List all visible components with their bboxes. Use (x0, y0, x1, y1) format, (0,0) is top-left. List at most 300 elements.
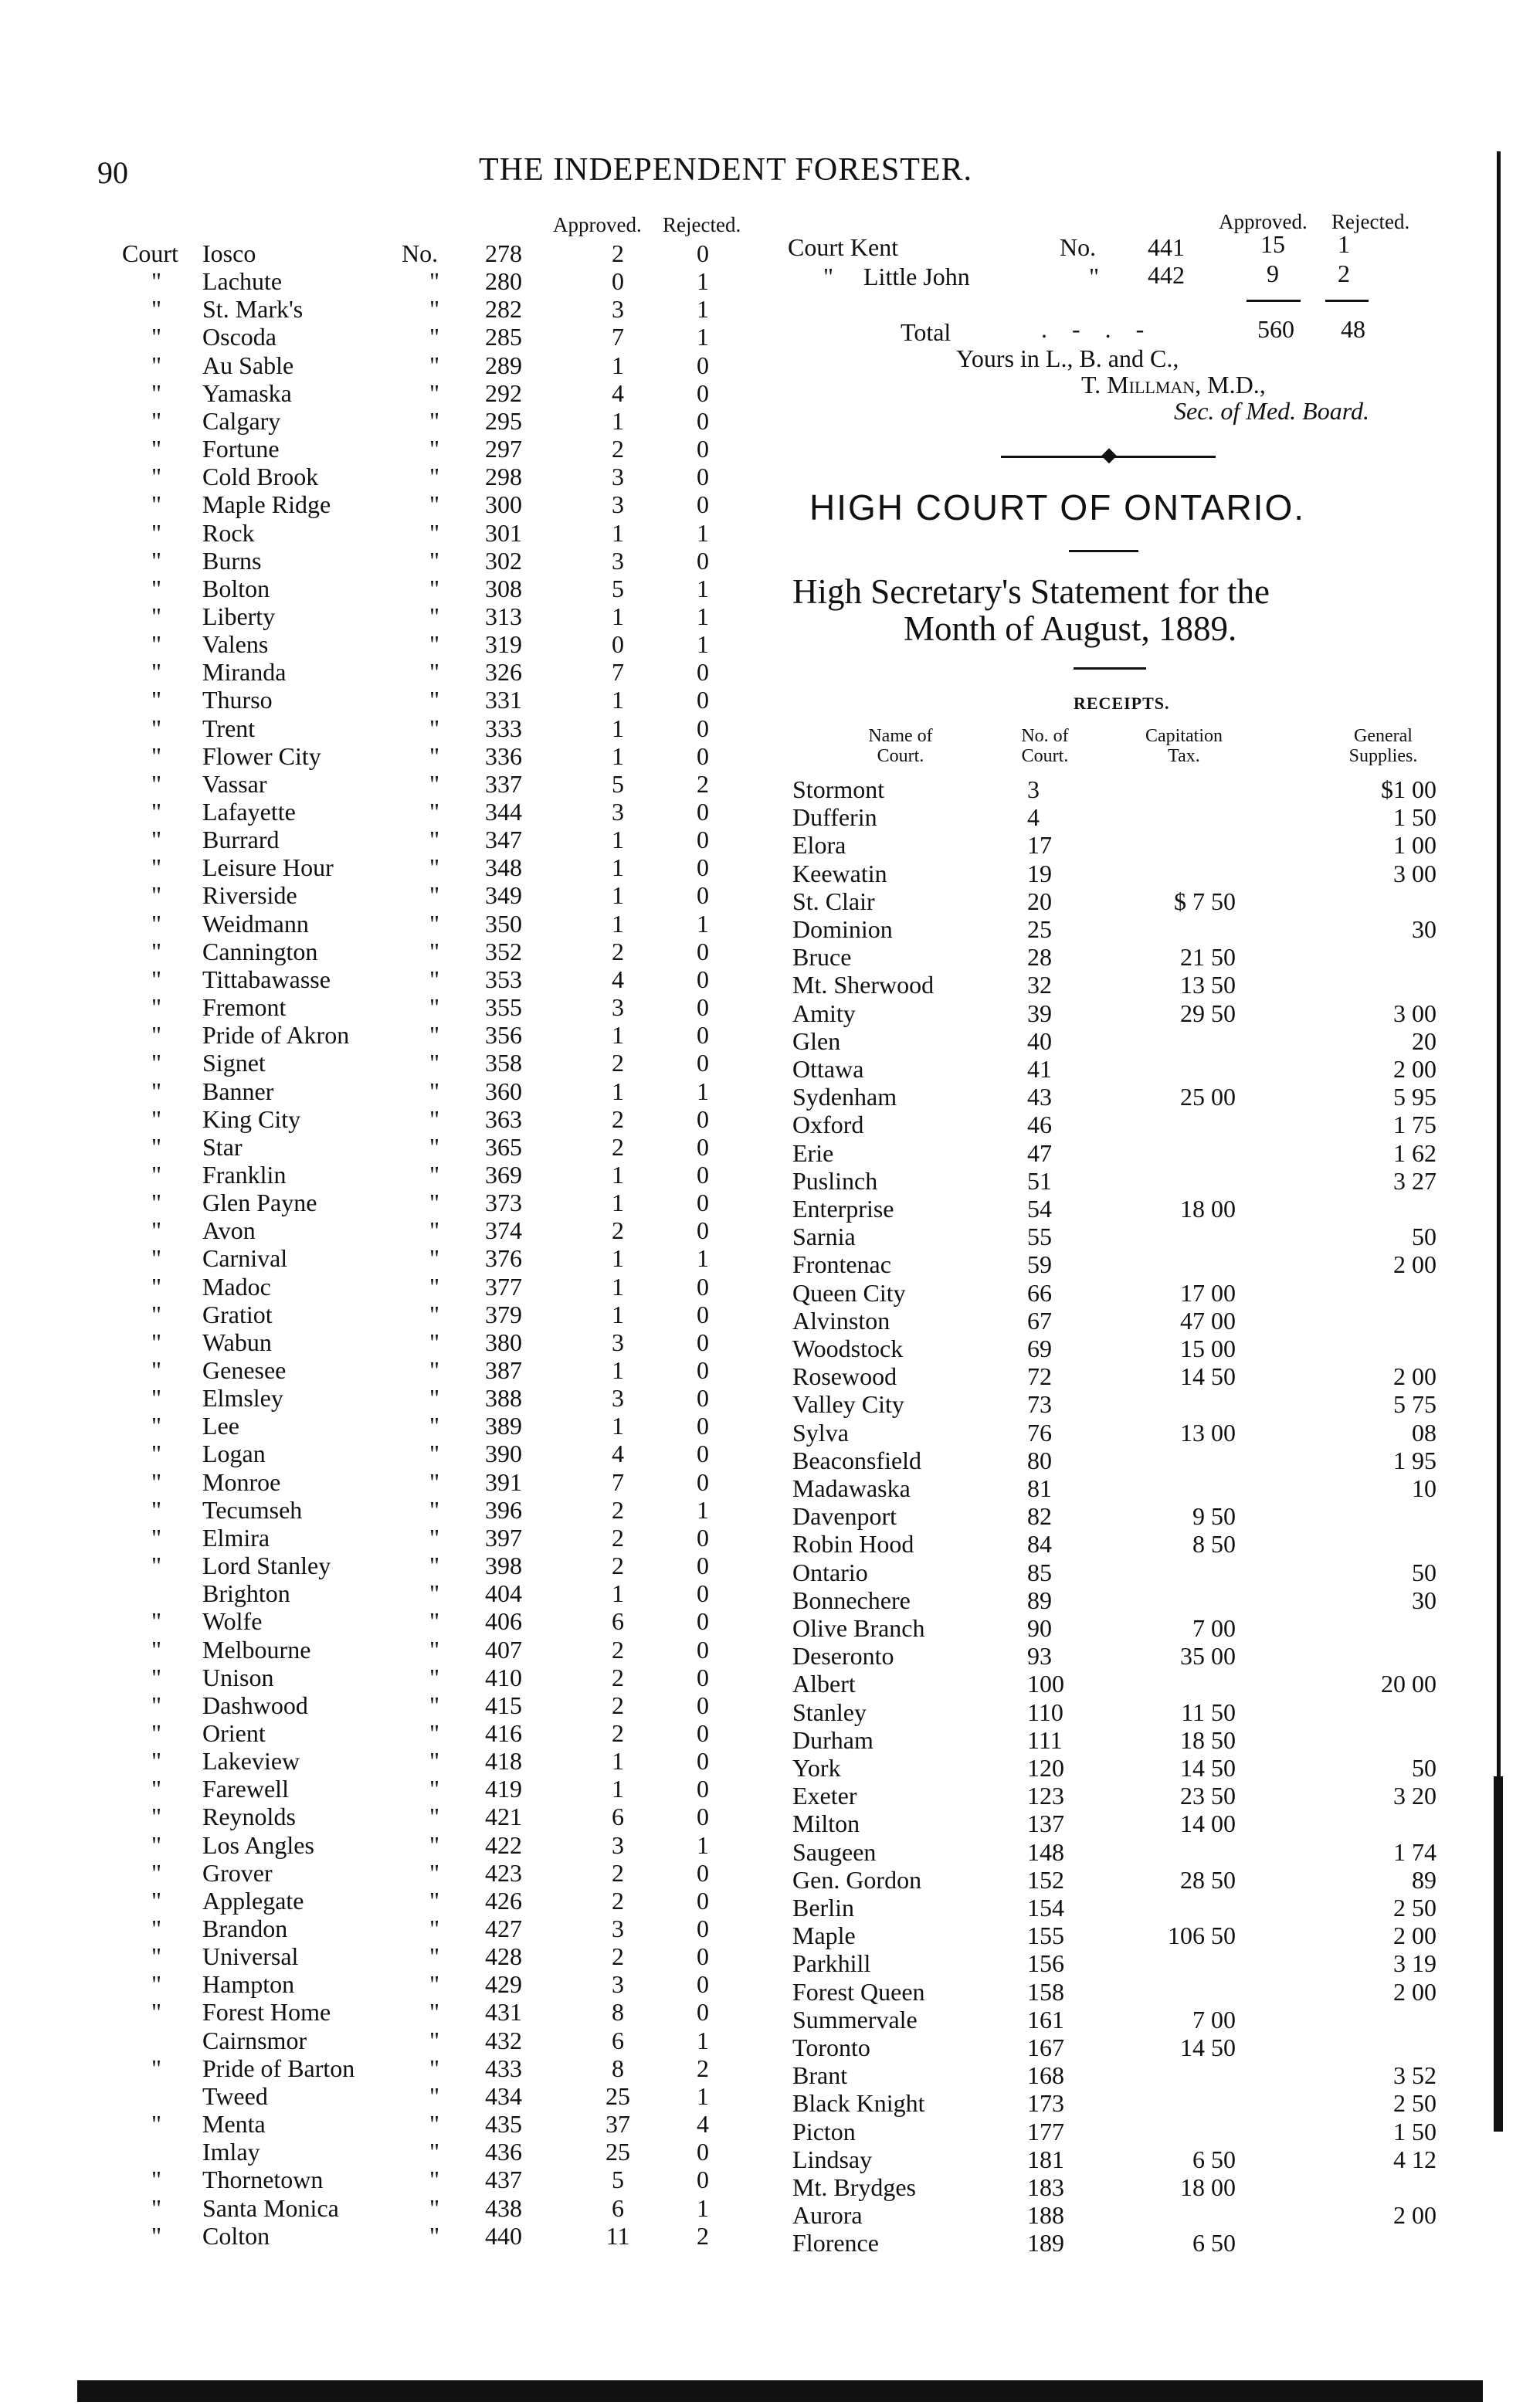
ditto-mark: " (429, 658, 440, 686)
receipt-court-name: Durham (792, 1726, 873, 1754)
receipt-court-number: 82 (1027, 1502, 1052, 1530)
court-name: Yamaska (202, 379, 292, 407)
receipt-court-name: Robin Hood (792, 1530, 914, 1558)
rejected-count: 0 (697, 1049, 709, 1077)
court-number: 292 (485, 379, 522, 407)
court-number: 369 (485, 1161, 522, 1189)
general-supplies-value: 89 (1412, 1866, 1437, 1894)
ditto-mark: " (429, 1998, 440, 2026)
ditto-mark: " (151, 2110, 162, 2138)
ditto-mark: " (429, 1468, 440, 1496)
ditto-mark: " (151, 1691, 162, 1719)
divider-ornament: ◆ (1101, 443, 1117, 466)
rejected-count: 0 (697, 1691, 709, 1719)
ditto-mark: " (429, 2138, 440, 2166)
receipts-row (0, 2006, 1467, 2034)
ditto-mark: " (151, 1216, 162, 1244)
receipts-row (0, 831, 1467, 859)
court-name: Monroe (202, 1468, 281, 1496)
court-number: 421 (485, 1803, 522, 1830)
receipt-court-number: 46 (1027, 1111, 1052, 1138)
ditto-mark: " (429, 463, 440, 490)
receipt-court-number: 100 (1027, 1670, 1064, 1698)
court-name: Farewell (202, 1775, 289, 1803)
approved-count: 2 (612, 239, 624, 267)
receipt-court-name: Berlin (792, 1894, 854, 1922)
rejected-count: 0 (697, 938, 709, 965)
court-number: 319 (485, 630, 522, 658)
court-name: Leisure Hour (202, 853, 334, 881)
general-supplies-value: 1 62 (1393, 1139, 1437, 1167)
court-name: Liberty (202, 602, 276, 630)
capitation-tax-value: 25 00 (1180, 1083, 1236, 1111)
general-supplies-value: 2 00 (1393, 1250, 1437, 1278)
receipt-court-number: 51 (1027, 1167, 1052, 1195)
approved-count: 5 (612, 770, 624, 798)
ditto-mark: " (429, 1719, 440, 1747)
receipt-court-number: 54 (1027, 1195, 1052, 1223)
ditto-mark: " (429, 1607, 440, 1635)
ditto-mark: " (429, 993, 440, 1021)
receipts-row (0, 1279, 1467, 1307)
rejected-count: 0 (697, 714, 709, 742)
general-supplies-value: 1 50 (1393, 803, 1437, 831)
rejected-count: 2 (697, 770, 709, 798)
receipt-court-name: Black Knight (792, 2089, 925, 2117)
rejected-count: 0 (697, 853, 709, 881)
receipt-court-number: 19 (1027, 860, 1052, 887)
court-number: 331 (485, 686, 522, 714)
table-row (0, 351, 772, 379)
ditto-mark: " (151, 965, 162, 993)
ditto-mark: " (429, 1244, 440, 1272)
rejected-count: 0 (697, 1636, 709, 1664)
court-name: Lakeview (202, 1747, 300, 1775)
general-supplies-value: 3 52 (1393, 2061, 1437, 2089)
receipt-court-name: Milton (792, 1810, 860, 1837)
capitation-tax-value: 14 00 (1180, 1810, 1236, 1837)
rejected-count: 0 (697, 826, 709, 853)
ditto-mark: " (429, 1133, 440, 1161)
approved-count: 1 (612, 1579, 624, 1607)
rejected-count: 0 (697, 1775, 709, 1803)
ditto-mark: " (151, 1189, 162, 1216)
court-number: 388 (485, 1384, 522, 1412)
receipt-court-name: Maple (792, 1922, 856, 1949)
left-col-rejected-header: Rejected. (663, 213, 741, 236)
receipt-court-name: Madawaska (792, 1474, 911, 1502)
approved-count: 0 (612, 267, 624, 295)
receipts-row (0, 1810, 1467, 1837)
col-capitation-tax: Capitation Tax. (1145, 726, 1223, 766)
receipt-court-name: Rosewood (792, 1362, 897, 1390)
little-john-ditto: " (823, 263, 834, 290)
court-name: Au Sable (202, 351, 294, 379)
court-number: 352 (485, 938, 522, 965)
ditto-mark: " (429, 1301, 440, 1328)
rejected-count: 0 (697, 1216, 709, 1244)
court-number: 298 (485, 463, 522, 490)
court-name: Imlay (202, 2138, 260, 2166)
approved-count: 1 (612, 407, 624, 435)
little-john-rejected: 2 (1338, 259, 1350, 287)
ditto-mark: " (429, 2027, 440, 2054)
court-kent-rejected: 1 (1338, 230, 1350, 258)
bottom-edge-bar (77, 2380, 1483, 2402)
rejected-count: 0 (697, 547, 709, 575)
general-supplies-value: 50 (1412, 1754, 1437, 1782)
ditto-mark: " (429, 1775, 440, 1803)
ditto-mark: " (429, 435, 440, 463)
rejected-count: 0 (697, 407, 709, 435)
receipt-court-name: Sylva (792, 1419, 849, 1447)
approved-count: 3 (612, 993, 624, 1021)
signer-name: T. Millman, M.D., (1081, 371, 1266, 399)
capitation-tax-value: 8 50 (1192, 1530, 1236, 1558)
rejected-count: 1 (697, 1496, 709, 1524)
court-name: Unison (202, 1664, 274, 1691)
court-number: 380 (485, 1328, 522, 1356)
approved-count: 7 (612, 323, 624, 351)
ditto-mark: " (429, 490, 440, 518)
capitation-tax-value: 14 50 (1180, 1362, 1236, 1390)
receipt-court-number: 76 (1027, 1419, 1052, 1447)
court-number: 418 (485, 1747, 522, 1775)
rejected-count: 0 (697, 965, 709, 993)
court-number: 434 (485, 2082, 522, 2110)
approved-count: 1 (612, 742, 624, 770)
court-name: Bolton (202, 575, 270, 602)
table-row (0, 630, 772, 658)
ditto-mark: " (429, 519, 440, 547)
approved-count: 1 (612, 1244, 624, 1272)
court-name: Lord Stanley (202, 1552, 331, 1579)
court-number: 308 (485, 575, 522, 602)
rejected-count: 0 (697, 658, 709, 686)
table-row (0, 323, 772, 351)
ditto-mark: " (151, 770, 162, 798)
approved-count: 4 (612, 379, 624, 407)
court-name: St. Mark's (202, 295, 304, 323)
receipt-court-name: Enterprise (792, 1195, 894, 1223)
approved-count: 2 (612, 1942, 624, 1970)
receipt-court-name: Parkhill (792, 1949, 871, 1977)
ditto-mark: " (429, 1077, 440, 1105)
court-name: Cannington (202, 938, 318, 965)
ditto-mark: " (429, 2194, 440, 2222)
ditto-mark: " (151, 575, 162, 602)
court-name: Rock (202, 519, 255, 547)
general-supplies-value: 50 (1412, 1559, 1437, 1586)
capitation-tax-value: 6 50 (1192, 2146, 1236, 2173)
receipts-row (0, 1726, 1467, 1754)
approved-count: 8 (612, 2054, 624, 2082)
capitation-tax-value: 21 50 (1180, 943, 1236, 971)
running-title: THE INDEPENDENT FORESTER. (479, 152, 973, 188)
court-number: 282 (485, 295, 522, 323)
general-supplies-value: 5 95 (1393, 1083, 1437, 1111)
receipt-court-number: 155 (1027, 1922, 1064, 1949)
receipt-court-number: 17 (1027, 831, 1052, 859)
court-number: 423 (485, 1859, 522, 1887)
total-leader-dots: . - . - (1041, 315, 1154, 343)
receipt-court-number: 189 (1027, 2229, 1064, 2257)
approved-count: 3 (612, 463, 624, 490)
receipt-court-name: Stanley (792, 1698, 867, 1726)
ditto-mark: " (429, 1524, 440, 1552)
approved-count: 6 (612, 1607, 624, 1635)
receipt-court-name: Summervale (792, 2006, 918, 2034)
ditto-mark: " (151, 1915, 162, 1942)
ditto-mark: " (151, 547, 162, 575)
court-name: Riverside (202, 881, 297, 909)
court-kent-no-label: No. (1060, 233, 1097, 261)
ditto-mark: " (151, 379, 162, 407)
rejected-count: 1 (697, 2027, 709, 2054)
receipt-court-name: Amity (792, 999, 856, 1027)
approved-count: 1 (612, 1161, 624, 1189)
court-number: 302 (485, 547, 522, 575)
table-row (0, 658, 772, 686)
receipts-row (0, 1250, 1467, 1278)
court-number: 433 (485, 2054, 522, 2082)
approved-count: 2 (612, 1524, 624, 1552)
general-supplies-value: 5 75 (1393, 1390, 1437, 1418)
court-number: 376 (485, 1244, 522, 1272)
approved-count: 2 (612, 1216, 624, 1244)
court-number: 416 (485, 1719, 522, 1747)
receipt-court-number: 20 (1027, 887, 1052, 915)
court-name: Elmsley (202, 1384, 283, 1412)
court-name: Forest Home (202, 1998, 331, 2026)
court-number: 436 (485, 2138, 522, 2166)
ditto-mark: " (151, 1105, 162, 1133)
approved-count: 2 (612, 1859, 624, 1887)
receipt-court-name: Mt. Sherwood (792, 971, 935, 999)
rejected-count: 1 (697, 602, 709, 630)
ditto-mark: " (151, 435, 162, 463)
approved-count: 1 (612, 714, 624, 742)
ditto-mark: " (429, 1831, 440, 1859)
ditto-mark: " (429, 686, 440, 714)
receipts-row (0, 999, 1467, 1027)
general-supplies-value: 30 (1412, 915, 1437, 943)
receipts-row (0, 2146, 1467, 2173)
little-john-no-mark: " (1089, 263, 1100, 290)
table-row (0, 295, 772, 323)
receipt-court-number: 110 (1027, 1698, 1063, 1726)
approved-count: 2 (612, 1496, 624, 1524)
receipt-court-number: 3 (1027, 775, 1040, 803)
ditto-mark: " (151, 1831, 162, 1859)
receipt-court-number: 32 (1027, 971, 1052, 999)
approved-count: 5 (612, 575, 624, 602)
approved-count: 0 (612, 630, 624, 658)
court-name: Valens (202, 630, 269, 658)
receipts-row (0, 1027, 1467, 1055)
receipts-row (0, 1139, 1467, 1167)
table-row (0, 435, 772, 463)
table-row (0, 519, 772, 547)
receipt-court-name: Deseronto (792, 1642, 894, 1670)
ditto-mark: " (151, 1273, 162, 1301)
table-row (0, 379, 772, 407)
court-number: 301 (485, 519, 522, 547)
approved-count: 1 (612, 1077, 624, 1105)
court-name: Madoc (202, 1273, 271, 1301)
ditto-mark: " (429, 1412, 440, 1440)
rejected-count: 0 (697, 742, 709, 770)
court-number: 348 (485, 853, 522, 881)
ditto-mark: " (151, 938, 162, 965)
receipt-court-number: 90 (1027, 1614, 1052, 1642)
receipts-row (0, 1419, 1467, 1447)
rejected-count: 1 (697, 1244, 709, 1272)
ditto-mark: " (429, 1803, 440, 1830)
ditto-mark: " (151, 1468, 162, 1496)
rejected-count: 0 (697, 2166, 709, 2193)
approved-count: 6 (612, 2194, 624, 2222)
receipt-court-number: 123 (1027, 1782, 1064, 1810)
ditto-mark: " (151, 881, 162, 909)
ditto-mark: " (429, 1328, 440, 1356)
ditto-mark: " (429, 295, 440, 323)
rejected-count: 0 (697, 239, 709, 267)
ditto-mark: " (151, 742, 162, 770)
receipt-court-number: 72 (1027, 1362, 1052, 1390)
court-number: 363 (485, 1105, 522, 1133)
receipt-court-number: 89 (1027, 1586, 1052, 1614)
receipt-court-number: 93 (1027, 1642, 1052, 1670)
court-name: Tweed (202, 2082, 268, 2110)
rejected-count: 0 (697, 379, 709, 407)
ditto-mark: " (151, 1607, 162, 1635)
receipt-court-name: Toronto (792, 2034, 870, 2061)
rejected-count: 1 (697, 323, 709, 351)
general-supplies-value: 08 (1412, 1419, 1437, 1447)
court-name: Lee (202, 1412, 239, 1440)
general-supplies-value: 2 00 (1393, 1978, 1437, 2006)
general-supplies-value: 50 (1412, 1223, 1437, 1250)
ditto-mark: " (151, 490, 162, 518)
receipt-court-name: Valley City (792, 1390, 904, 1418)
right-col-rejected-header: Rejected. (1331, 210, 1410, 233)
court-name: Flower City (202, 742, 321, 770)
approved-count: 2 (612, 1691, 624, 1719)
receipt-court-name: Ontario (792, 1559, 868, 1586)
high-court-title: HIGH COURT OF ONTARIO. (809, 487, 1306, 527)
court-name: Reynolds (202, 1803, 296, 1830)
receipt-court-name: Bruce (792, 943, 852, 971)
ditto-mark: " (429, 1105, 440, 1133)
table-row (0, 490, 772, 518)
right-col-approved-header: Approved. (1219, 210, 1308, 233)
receipt-court-number: 137 (1027, 1810, 1064, 1837)
general-supplies-value: 2 00 (1393, 1362, 1437, 1390)
table-row (0, 267, 772, 295)
court-name: Brighton (202, 1579, 290, 1607)
rejected-count: 1 (697, 575, 709, 602)
court-number: 432 (485, 2027, 522, 2054)
approved-count: 1 (612, 1273, 624, 1301)
approved-count: 1 (612, 1189, 624, 1216)
rejected-count: 1 (697, 295, 709, 323)
approved-count: 25 (605, 2082, 630, 2110)
court-number: 422 (485, 1831, 522, 1859)
capitation-tax-value: 15 00 (1180, 1335, 1236, 1362)
receipts-row (0, 1670, 1467, 1698)
court-name: Weidmann (202, 910, 309, 938)
court-name: Miranda (202, 658, 287, 686)
receipts-row (0, 1362, 1467, 1390)
ditto-mark: " (151, 1664, 162, 1691)
receipt-court-number: 183 (1027, 2173, 1064, 2201)
rejected-count: 1 (697, 1831, 709, 1859)
receipt-court-number: 85 (1027, 1559, 1052, 1586)
court-number: 347 (485, 826, 522, 853)
receipts-row (0, 775, 1467, 803)
court-number: 295 (485, 407, 522, 435)
general-supplies-value: 2 00 (1393, 1922, 1437, 1949)
receipts-row (0, 1474, 1467, 1502)
rejected-count: 0 (697, 1468, 709, 1496)
ditto-mark: " (429, 770, 440, 798)
receipts-row (0, 2089, 1467, 2117)
approved-count: 3 (612, 1384, 624, 1412)
ditto-mark: " (429, 351, 440, 379)
court-number: 337 (485, 770, 522, 798)
rejected-count: 0 (697, 1970, 709, 1998)
no-label: No. (402, 239, 439, 267)
ditto-mark: " (151, 407, 162, 435)
receipts-label: RECEIPTS. (1074, 694, 1170, 713)
receipt-court-number: 167 (1027, 2034, 1064, 2061)
receipts-row (0, 887, 1467, 915)
receipt-court-name: Bonnechere (792, 1586, 911, 1614)
receipts-row (0, 1307, 1467, 1335)
ditto-mark: " (429, 575, 440, 602)
court-name: Brandon (202, 1915, 288, 1942)
receipt-court-name: Dominion (792, 915, 893, 943)
court-name: Dashwood (202, 1691, 308, 1719)
ditto-mark: " (151, 1133, 162, 1161)
receipt-court-name: Queen City (792, 1279, 906, 1307)
ditto-mark: " (429, 742, 440, 770)
court-number: 356 (485, 1021, 522, 1049)
ditto-mark: " (429, 602, 440, 630)
receipt-court-number: 120 (1027, 1754, 1064, 1782)
receipt-court-number: 40 (1027, 1027, 1052, 1055)
table-row (0, 547, 772, 575)
court-name: Thornetown (202, 2166, 324, 2193)
rejected-count: 4 (697, 2110, 709, 2138)
general-supplies-value: $1 00 (1381, 775, 1437, 803)
receipts-row (0, 2034, 1467, 2061)
approved-count: 7 (612, 658, 624, 686)
court-name: Logan (202, 1440, 266, 1467)
ditto-mark: " (429, 407, 440, 435)
rejected-count: 0 (697, 1133, 709, 1161)
general-supplies-value: 2 50 (1393, 2089, 1437, 2117)
receipts-row (0, 971, 1467, 999)
approved-count: 37 (605, 2110, 630, 2138)
ditto-mark: " (429, 1216, 440, 1244)
receipts-row (0, 1838, 1467, 1866)
ditto-mark: " (429, 1021, 440, 1049)
receipts-row (0, 2061, 1467, 2089)
receipt-court-number: 4 (1027, 803, 1040, 831)
ditto-mark: " (151, 295, 162, 323)
